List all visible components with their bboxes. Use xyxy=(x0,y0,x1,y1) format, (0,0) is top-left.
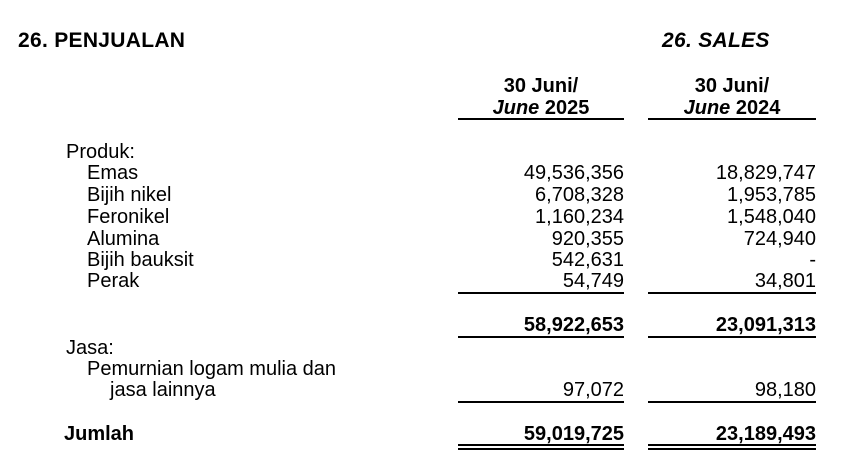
section-title: 26. PENJUALAN xyxy=(18,29,186,52)
section-title-english: 26. SALES xyxy=(662,29,770,52)
column-header-date: 30 Juni/ xyxy=(503,75,579,97)
row-label-bijih-bauksit: Bijih bauksit xyxy=(87,249,194,271)
jasa-label-line1: Pemurnian logam mulia dan xyxy=(87,358,337,380)
jasa-value-2025: 97,072 xyxy=(562,379,624,401)
produk-heading: Produk: xyxy=(66,141,135,163)
subtotal-underline-2025 xyxy=(458,336,624,338)
row-value-2025: 1,160,234 xyxy=(535,206,624,228)
row-value-2024: 18,829,747 xyxy=(715,162,816,184)
total-value-2025: 59,019,725 xyxy=(523,423,624,445)
header-underline-2025 xyxy=(458,118,624,120)
row-value-2025: 6,708,328 xyxy=(535,184,624,206)
row-value-2024: - xyxy=(809,249,816,271)
total-value-2024: 23,189,493 xyxy=(715,423,816,445)
row-value-2024: 34,801 xyxy=(754,270,816,292)
row-label-alumina: Alumina xyxy=(87,228,160,250)
produk-subtotal-2025: 58,922,653 xyxy=(523,314,624,336)
row-label-feronikel: Feronikel xyxy=(87,206,170,228)
subtotal-underline-2024 xyxy=(648,336,816,338)
row-value-2024: 724,940 xyxy=(743,228,816,250)
total-double-rule-top-2025 xyxy=(458,444,624,446)
row-label-perak: Perak xyxy=(87,270,140,292)
jasa-rule-2024 xyxy=(648,401,816,403)
produk-subtotal-2024: 23,091,313 xyxy=(715,314,816,336)
row-label-bijih-nikel: Bijih nikel xyxy=(87,184,172,206)
column-header-date: 30 Juni/ xyxy=(694,75,770,97)
column-header-2024 xyxy=(648,75,816,119)
row-value-2025: 49,536,356 xyxy=(523,162,624,184)
header-underline-2024 xyxy=(648,118,816,120)
jasa-label-line2: jasa lainnya xyxy=(110,379,216,401)
column-header-year: June 2024 xyxy=(683,97,781,119)
row-value-2025: 920,355 xyxy=(551,228,624,250)
jasa-heading: Jasa: xyxy=(66,337,114,359)
total-double-rule-top-2024 xyxy=(648,444,816,446)
column-header-2025 xyxy=(458,75,624,119)
total-double-rule-bottom-2025 xyxy=(458,448,624,450)
row-value-2024: 1,548,040 xyxy=(727,206,816,228)
row-value-2024: 1,953,785 xyxy=(727,184,816,206)
row-value-2025: 542,631 xyxy=(551,249,624,271)
total-label: Jumlah xyxy=(64,423,135,445)
subtotal-rule-2024 xyxy=(648,292,816,294)
subtotal-rule-2025 xyxy=(458,292,624,294)
jasa-value-2024: 98,180 xyxy=(754,379,816,401)
jasa-rule-2025 xyxy=(458,401,624,403)
column-header-year: June 2025 xyxy=(492,97,590,119)
row-label-emas: Emas xyxy=(87,162,139,184)
total-double-rule-bottom-2024 xyxy=(648,448,816,450)
row-value-2025: 54,749 xyxy=(562,270,624,292)
